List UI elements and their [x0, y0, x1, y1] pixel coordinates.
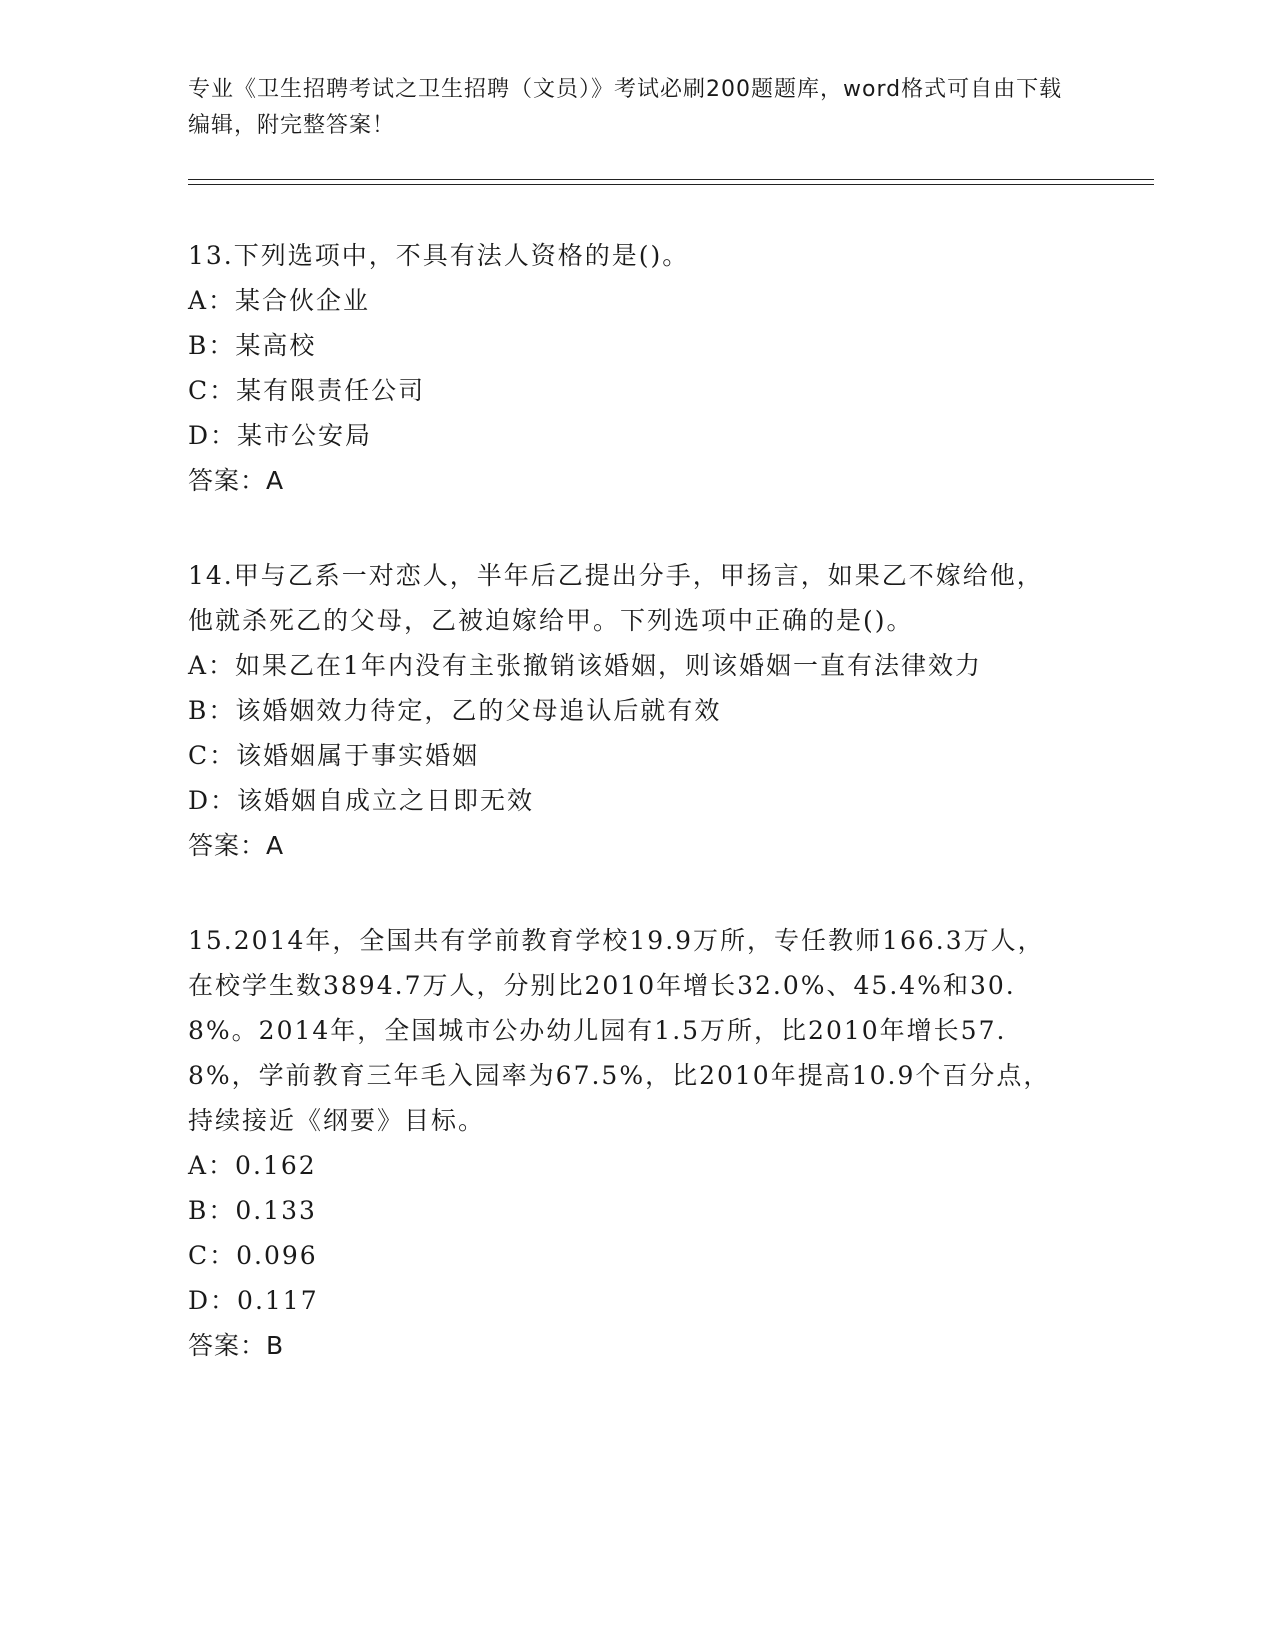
answer: 答案：B [188, 1331, 285, 1360]
question-stem: 13.下列选项中，不具有法人资格的是()。 [188, 241, 690, 270]
option-d: D：该婚姻自成立之日即无效 [188, 786, 535, 815]
answer: 答案：A [188, 466, 285, 495]
answer: 答案：A [188, 831, 285, 860]
question-13 [188, 233, 1068, 503]
question-14 [188, 553, 1068, 868]
option-d: D：0.117 [188, 1286, 319, 1315]
option-c: C：该婚姻属于事实婚姻 [188, 741, 480, 770]
question-stem: 15.2014年，全国共有学前教育学校19.9万所，专任教师166.3万人，在校学生数3894.7万人，分别比2010年增长32.0%、45.4%和30.8%。2014年，全国城市公办幼儿园有1.5万所，比2010年增长57.8%，学前教育三年毛入园率为67.5%，比2010年提高10.9个百分点，持续接近《纲要》目标。 [188, 926, 1051, 1135]
option-a: A：如果乙在1年内没有主张撤销该婚姻，则该婚姻一直有法律效力 [188, 651, 982, 680]
question-15 [188, 918, 1068, 1368]
option-b: B：某高校 [188, 331, 317, 360]
option-a: A：某合伙企业 [188, 286, 371, 315]
option-b: B：0.133 [188, 1196, 317, 1225]
option-c: C：0.096 [188, 1241, 318, 1270]
option-a: A：0.162 [188, 1151, 317, 1180]
option-c: C：某有限责任公司 [188, 376, 426, 405]
option-d: D：某市公安局 [188, 421, 373, 450]
document-header: 专业《卫生招聘考试之卫生招聘（文员）》考试必刷200题题库，word格式可自由下载编辑，附完整答案！ [188, 77, 1063, 138]
header-divider-top [188, 179, 1154, 180]
option-b: B：该婚姻效力待定，乙的父母追认后就有效 [188, 696, 722, 725]
header-divider-bottom [188, 184, 1154, 185]
question-stem: 14.甲与乙系一对恋人，半年后乙提出分手，甲扬言，如果乙不嫁给他，他就杀死乙的父母，乙被迫嫁给甲。下列选项中正确的是()。 [188, 561, 1044, 635]
